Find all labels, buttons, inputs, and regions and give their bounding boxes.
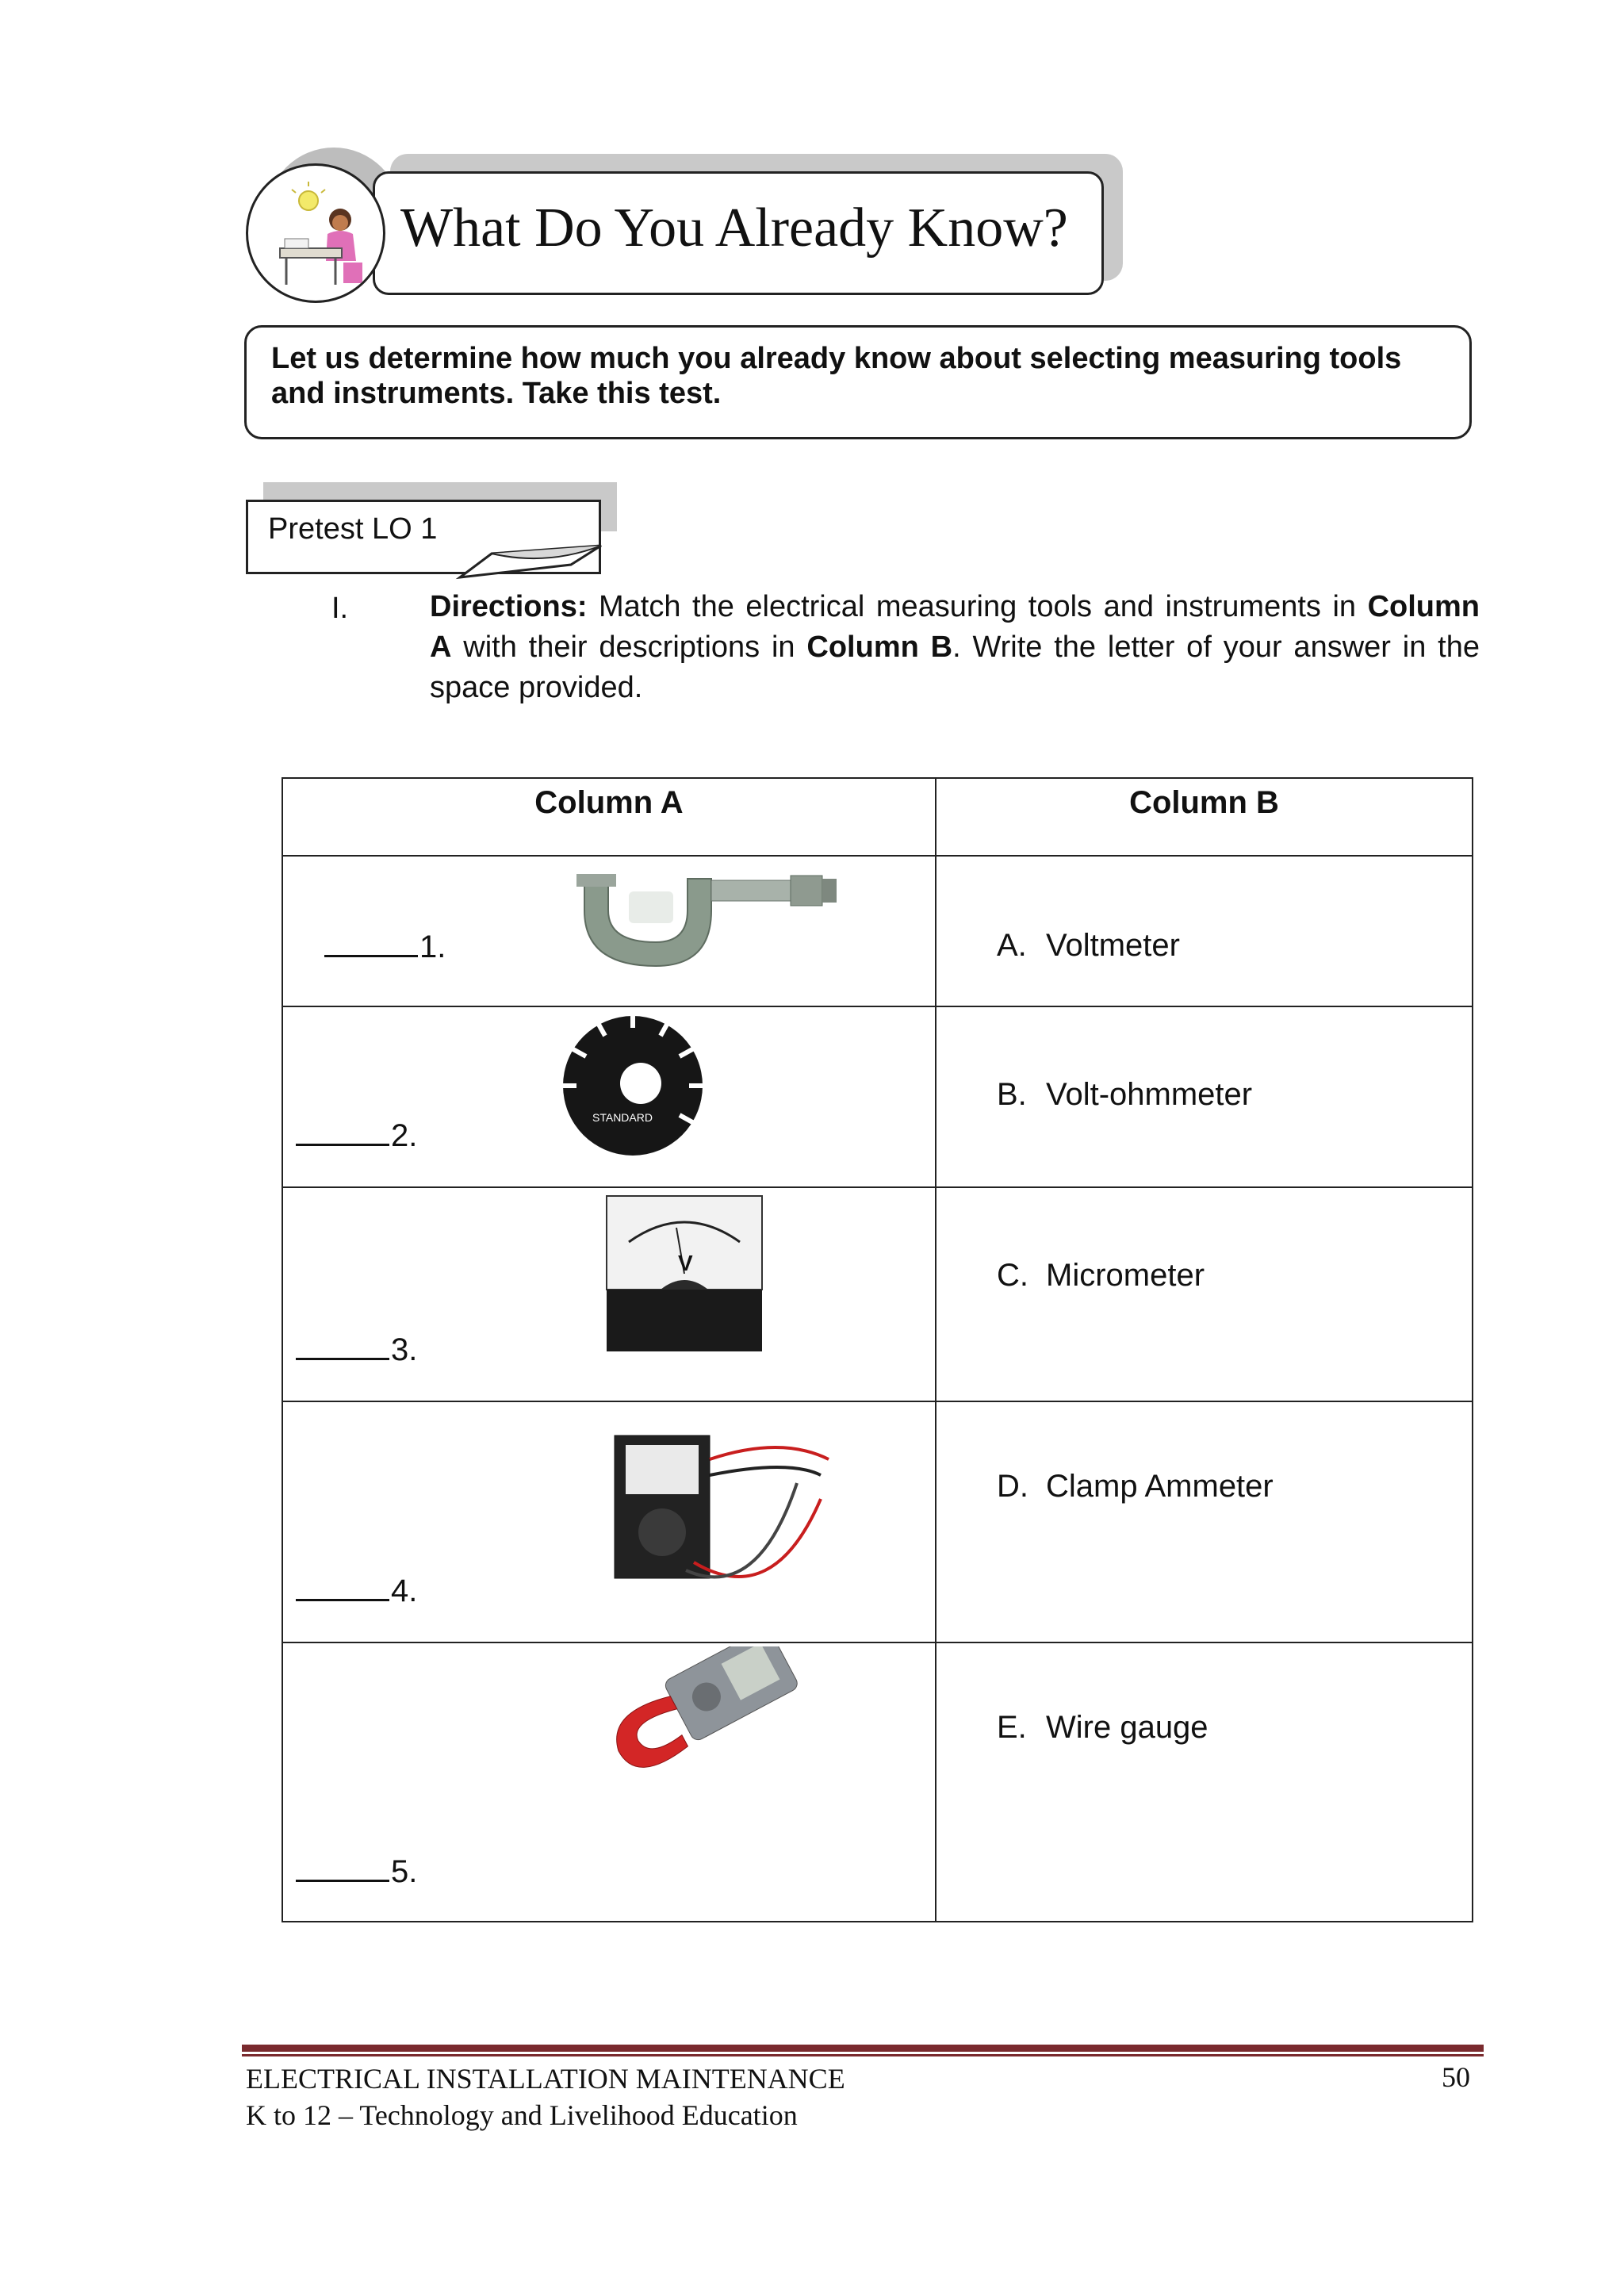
column-b-cell [936,1401,1473,1642]
directions-part-1: Match the electrical measuring tools and instruments in [587,590,1368,623]
page-title: What Do You Already Know? [400,197,1068,259]
footer-line-1: ELECTRICAL INSTALLATION MAINTENANCE [246,2063,845,2095]
choice-d: D. Clamp Ammeter [997,1469,1274,1504]
answer-blank-1[interactable] [324,928,446,965]
item-number: 4. [391,1573,418,1608]
table-row [282,1642,1473,1922]
column-a-cell [282,1642,936,1922]
choice-e: E. Wire gauge [997,1710,1208,1745]
column-a-header: Column A [282,778,936,856]
directions-part-3: . Write the letter of your answer in the space provided. [430,631,1480,704]
footer-line-2: K to 12 – Technology and Livelihood Education [246,2099,798,2131]
column-b-cell [936,1006,1473,1187]
clamp-ammeter-image [600,1646,838,1829]
choice-c: C. Micrometer [997,1258,1205,1293]
choice-a: A. Voltmeter [997,928,1180,963]
column-b-cell [936,856,1473,1006]
choice-text: Voltmeter [1046,928,1180,963]
choice-text: Clamp Ammeter [1046,1469,1274,1504]
directions-column-b: Column B [806,631,953,664]
table-row [282,1401,1473,1642]
table-row [282,856,1473,1006]
choice-text: Micrometer [1046,1258,1205,1293]
table-row [282,1006,1473,1187]
column-b-header: Column B [936,778,1473,856]
voltmeter-image [605,1194,764,1353]
item-number: 3. [391,1332,418,1367]
item-number: 5. [391,1854,418,1889]
answer-blank-5[interactable] [296,1853,417,1890]
choice-b: B. Volt-ohmmeter [997,1077,1253,1112]
volt-ohmmeter-image [599,1404,837,1602]
directions-column-a: Column A [430,590,1480,664]
directions-label: Directions: [430,590,588,623]
footer-rule-thin [242,2054,1484,2056]
pretest-label: Pretest LO 1 [268,512,438,546]
item-number: 2. [391,1118,418,1153]
directions-text [430,587,1480,708]
page-curl-icon [452,539,611,587]
choice-text: Volt-ohmmeter [1046,1077,1253,1112]
column-a-cell [282,1401,936,1642]
column-a-cell [282,1006,936,1187]
wire-gauge-image [557,1010,708,1161]
item-number: 1. [419,930,446,964]
micrometer-image [553,863,854,974]
choice-text: Wire gauge [1046,1710,1208,1745]
matching-table [282,777,1473,1922]
column-a-cell [282,856,936,1006]
answer-blank-4[interactable] [296,1572,417,1609]
page-number: 50 [1442,2061,1470,2093]
column-b-cell [936,1642,1473,1922]
svg-text:V: V [678,1251,693,1275]
column-b-cell [936,1187,1473,1401]
answer-blank-2[interactable] [296,1117,417,1154]
student-at-desk-icon [246,163,385,303]
directions-part-2: with their descriptions in [451,631,807,664]
column-a-cell [282,1187,936,1401]
footer-text [246,2060,845,2133]
footer-rule [242,2045,1484,2052]
table-header-row [282,778,1473,856]
answer-blank-3[interactable] [296,1331,417,1368]
intro-text: Let us determine how much you already know about selecting measuring tools and instruments. Take this test. [271,342,1402,410]
table-row [282,1187,1473,1401]
svg-text:STANDARD: STANDARD [592,1111,653,1124]
directions-number: I. [331,592,349,625]
